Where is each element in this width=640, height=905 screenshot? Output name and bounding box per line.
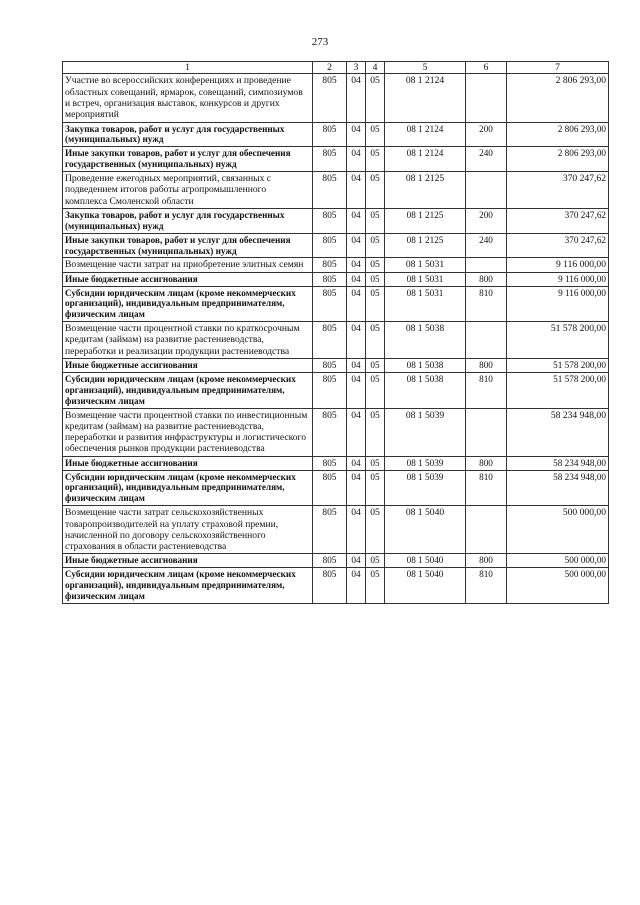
row-code-section: 04 xyxy=(347,322,366,359)
row-code-target: 08 1 5040 xyxy=(385,506,466,554)
row-code-section: 04 xyxy=(347,122,366,147)
row-amount: 51 578 200,00 xyxy=(507,322,609,359)
row-amount: 370 247,62 xyxy=(507,172,609,209)
row-code-expense-type xyxy=(466,172,507,209)
row-code-ministry: 805 xyxy=(313,147,347,172)
row-code-target: 08 1 2125 xyxy=(385,208,466,233)
row-amount: 9 116 000,00 xyxy=(507,272,609,286)
row-code-section: 04 xyxy=(347,286,366,322)
row-code-expense-type xyxy=(466,74,507,122)
row-name: Субсидии юридическим лицам (кроме некоммерческих организаций), индивидуальным предпринимателям, физическим лицам xyxy=(63,470,313,506)
page-number: 273 xyxy=(311,36,329,48)
row-code-target: 08 1 2124 xyxy=(385,147,466,172)
row-amount: 2 806 293,00 xyxy=(507,74,609,122)
row-code-section: 04 xyxy=(347,74,366,122)
row-code-subsection: 05 xyxy=(366,208,385,233)
row-code-subsection: 05 xyxy=(366,470,385,506)
row-name: Иные закупки товаров, работ и услуг для обеспечения государственных (муниципальных) нужд xyxy=(63,233,313,258)
row-code-subsection: 05 xyxy=(366,322,385,359)
column-header: 4 xyxy=(366,62,385,74)
table-row xyxy=(63,554,609,568)
row-name: Возмещение части процентной ставки по инвестиционным кредитам (займам) на развитие растениеводства, переработки и развития инфраструктуры и логистического обеспечения рынков продукции растениеводства xyxy=(63,408,313,456)
row-code-target: 08 1 2125 xyxy=(385,233,466,258)
row-code-target: 08 1 5038 xyxy=(385,322,466,359)
column-header: 7 xyxy=(507,62,609,74)
row-name: Субсидии юридическим лицам (кроме некоммерческих организаций), индивидуальным предпринимателям, физическим лицам xyxy=(63,568,313,604)
row-amount: 9 116 000,00 xyxy=(507,258,609,272)
row-code-target: 08 1 5031 xyxy=(385,258,466,272)
row-amount: 370 247,62 xyxy=(507,208,609,233)
column-header: 6 xyxy=(466,62,507,74)
row-code-expense-type: 240 xyxy=(466,147,507,172)
row-code-ministry: 805 xyxy=(313,456,347,470)
row-code-section: 04 xyxy=(347,470,366,506)
row-code-expense-type xyxy=(466,258,507,272)
table-row xyxy=(63,172,609,209)
row-code-subsection: 05 xyxy=(366,506,385,554)
row-code-expense-type: 200 xyxy=(466,122,507,147)
table-row xyxy=(63,286,609,322)
row-name: Субсидии юридическим лицам (кроме некоммерческих организаций), индивидуальным предпринимателям, физическим лицам xyxy=(63,372,313,408)
row-code-target: 08 1 5039 xyxy=(385,408,466,456)
row-amount: 58 234 948,00 xyxy=(507,470,609,506)
row-code-target: 08 1 5039 xyxy=(385,470,466,506)
row-code-subsection: 05 xyxy=(366,554,385,568)
row-code-section: 04 xyxy=(347,408,366,456)
row-code-ministry: 805 xyxy=(313,322,347,359)
table-row xyxy=(63,359,609,373)
column-header: 2 xyxy=(313,62,347,74)
row-amount: 2 806 293,00 xyxy=(507,147,609,172)
row-name: Участие во всероссийских конференциях и проведение областных совещаний, ярмарок, совещаний, симпозиумов и встреч, организация выставок, конкурсов и других мероприятий xyxy=(63,74,313,122)
row-code-section: 04 xyxy=(347,372,366,408)
row-code-expense-type: 810 xyxy=(466,286,507,322)
row-code-subsection: 05 xyxy=(366,258,385,272)
row-code-expense-type xyxy=(466,408,507,456)
row-code-expense-type: 800 xyxy=(466,272,507,286)
row-name: Возмещение части затрат на приобретение элитных семян xyxy=(63,258,313,272)
table-row xyxy=(63,147,609,172)
row-code-subsection: 05 xyxy=(366,122,385,147)
row-code-section: 04 xyxy=(347,258,366,272)
row-code-section: 04 xyxy=(347,233,366,258)
row-code-section: 04 xyxy=(347,272,366,286)
row-code-section: 04 xyxy=(347,208,366,233)
row-name: Иные бюджетные ассигнования xyxy=(63,456,313,470)
row-amount: 370 247,62 xyxy=(507,233,609,258)
row-code-section: 04 xyxy=(347,456,366,470)
table-row xyxy=(63,568,609,604)
row-code-ministry: 805 xyxy=(313,74,347,122)
row-code-expense-type xyxy=(466,322,507,359)
row-amount: 9 116 000,00 xyxy=(507,286,609,322)
row-name: Субсидии юридическим лицам (кроме некоммерческих организаций), индивидуальным предпринимателям, физическим лицам xyxy=(63,286,313,322)
row-code-subsection: 05 xyxy=(366,372,385,408)
row-code-subsection: 05 xyxy=(366,147,385,172)
row-name: Закупка товаров, работ и услуг для государственных (муниципальных) нужд xyxy=(63,208,313,233)
row-code-ministry: 805 xyxy=(313,506,347,554)
row-name: Возмещение части процентной ставки по краткосрочным кредитам (займам) на развитие растениеводства, переработки и реализации продукции растениеводства xyxy=(63,322,313,359)
row-code-section: 04 xyxy=(347,359,366,373)
row-name: Проведение ежегодных мероприятий, связанных с подведением итогов работы агропромышленного комплекса Смоленской области xyxy=(63,172,313,209)
row-code-subsection: 05 xyxy=(366,408,385,456)
row-name: Возмещение части затрат сельскохозяйственных товаропроизводителей на уплату страховой премии, начисленной по договору сельскохозяйственного страхования в области растениеводства xyxy=(63,506,313,554)
column-header: 1 xyxy=(63,62,313,74)
row-code-expense-type: 800 xyxy=(466,456,507,470)
row-code-ministry: 805 xyxy=(313,122,347,147)
row-code-subsection: 05 xyxy=(366,359,385,373)
table-row xyxy=(63,322,609,359)
row-code-section: 04 xyxy=(347,506,366,554)
row-code-target: 08 1 2124 xyxy=(385,122,466,147)
row-amount: 500 000,00 xyxy=(507,554,609,568)
row-code-target: 08 1 5031 xyxy=(385,272,466,286)
budget-table xyxy=(62,61,609,604)
row-code-ministry: 805 xyxy=(313,272,347,286)
table-row xyxy=(63,272,609,286)
row-amount: 500 000,00 xyxy=(507,506,609,554)
row-amount: 58 234 948,00 xyxy=(507,408,609,456)
row-code-subsection: 05 xyxy=(366,233,385,258)
table-row xyxy=(63,122,609,147)
row-code-subsection: 05 xyxy=(366,286,385,322)
table-row xyxy=(63,506,609,554)
row-name: Иные бюджетные ассигнования xyxy=(63,554,313,568)
row-code-section: 04 xyxy=(347,147,366,172)
row-code-section: 04 xyxy=(347,554,366,568)
row-code-expense-type: 800 xyxy=(466,554,507,568)
row-code-ministry: 805 xyxy=(313,233,347,258)
row-code-section: 04 xyxy=(347,568,366,604)
row-code-target: 08 1 5038 xyxy=(385,359,466,373)
row-code-expense-type: 240 xyxy=(466,233,507,258)
row-amount: 58 234 948,00 xyxy=(507,456,609,470)
row-code-expense-type xyxy=(466,506,507,554)
row-name: Иные бюджетные ассигнования xyxy=(63,359,313,373)
table-row xyxy=(63,258,609,272)
row-code-section: 04 xyxy=(347,172,366,209)
row-name: Иные бюджетные ассигнования xyxy=(63,272,313,286)
table-row xyxy=(63,372,609,408)
table-row xyxy=(63,408,609,456)
row-code-target: 08 1 5039 xyxy=(385,456,466,470)
row-code-target: 08 1 5031 xyxy=(385,286,466,322)
row-code-ministry: 805 xyxy=(313,208,347,233)
table-row xyxy=(63,456,609,470)
row-code-subsection: 05 xyxy=(366,456,385,470)
row-code-target: 08 1 5040 xyxy=(385,554,466,568)
table-row xyxy=(63,470,609,506)
table-header-row xyxy=(63,62,609,74)
row-code-subsection: 05 xyxy=(366,74,385,122)
row-code-subsection: 05 xyxy=(366,172,385,209)
table-row xyxy=(63,208,609,233)
row-code-expense-type: 200 xyxy=(466,208,507,233)
row-code-ministry: 805 xyxy=(313,568,347,604)
row-code-target: 08 1 5040 xyxy=(385,568,466,604)
row-code-expense-type: 810 xyxy=(466,372,507,408)
column-header: 5 xyxy=(385,62,466,74)
row-code-expense-type: 810 xyxy=(466,470,507,506)
column-header: 3 xyxy=(347,62,366,74)
row-code-ministry: 805 xyxy=(313,408,347,456)
table-row xyxy=(63,233,609,258)
row-code-subsection: 05 xyxy=(366,568,385,604)
row-code-expense-type: 800 xyxy=(466,359,507,373)
row-code-ministry: 805 xyxy=(313,359,347,373)
row-code-expense-type: 810 xyxy=(466,568,507,604)
row-code-ministry: 805 xyxy=(313,286,347,322)
row-amount: 51 578 200,00 xyxy=(507,359,609,373)
row-amount: 51 578 200,00 xyxy=(507,372,609,408)
row-amount: 500 000,00 xyxy=(507,568,609,604)
row-code-ministry: 805 xyxy=(313,470,347,506)
row-code-target: 08 1 2125 xyxy=(385,172,466,209)
row-code-ministry: 805 xyxy=(313,258,347,272)
row-code-subsection: 05 xyxy=(366,272,385,286)
row-code-target: 08 1 2124 xyxy=(385,74,466,122)
row-amount: 2 806 293,00 xyxy=(507,122,609,147)
row-code-target: 08 1 5038 xyxy=(385,372,466,408)
row-code-ministry: 805 xyxy=(313,172,347,209)
row-name: Закупка товаров, работ и услуг для государственных (муниципальных) нужд xyxy=(63,122,313,147)
row-code-ministry: 805 xyxy=(313,554,347,568)
row-name: Иные закупки товаров, работ и услуг для обеспечения государственных (муниципальных) нужд xyxy=(63,147,313,172)
row-code-ministry: 805 xyxy=(313,372,347,408)
table-row xyxy=(63,74,609,122)
